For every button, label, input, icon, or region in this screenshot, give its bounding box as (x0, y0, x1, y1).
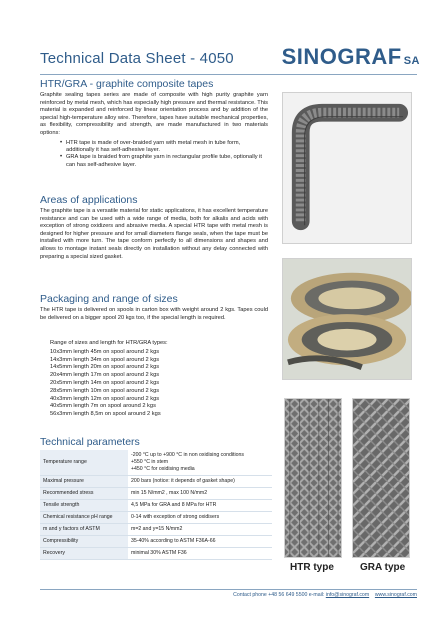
table-row (40, 548, 272, 560)
footer-contact-text: Contact phone +48 56 649 5500 e-mail: (233, 592, 325, 598)
table-row (40, 476, 272, 488)
section-body-applications: The graphite tape is a versatile material for static applications, it has excellent temperature resistance and can be used with a wide range of media, both for alkalis and acids with exception of strong oxidizers and abrasive media. A special HTR tape with metal mesh is designed for higher pressure and for small diameters flange seals, when the tape must be installed with more turn. The tape conform perfectly to all dimensions and shapes and allows to montage instant seals directly on installation without any delay connected with preparing a special sized gasket. (40, 208, 268, 260)
param-label: m and y factors of ASTM (40, 524, 128, 536)
section-heading-packaging: Packaging and range of sizes (40, 293, 178, 305)
section-heading-composite: HTR/GRA - graphite composite tapes (40, 78, 214, 90)
caption-htr: HTR type (290, 562, 334, 573)
list-item: 56x3mm length 8,5m on spool around 2 kgs (50, 411, 161, 418)
section-applications (40, 194, 268, 261)
product-photo-gra (352, 398, 410, 558)
param-label: Chemical resistance pH range (40, 512, 128, 524)
table-row (40, 536, 272, 548)
website-link[interactable]: www.sinograf.com (374, 592, 417, 598)
list-item: 40x3mm length 12m on spool around 2 kgs (50, 395, 160, 402)
param-label: Compressibility (40, 536, 128, 548)
brand-suffix: SA (403, 55, 420, 67)
param-value: 200 bars (notice: it depends of gasket shape) (128, 476, 272, 488)
param-value-line: +450 °C for oxidising media (131, 466, 195, 472)
product-photo-bent-tape (282, 92, 412, 244)
table-row (40, 450, 272, 476)
list-item: 28x5mm length 10m on spool around 2 kgs (50, 387, 160, 394)
param-value-line: +550 °C in stem (131, 459, 169, 465)
param-value: m=2 and y=15 N/mm2 (128, 524, 272, 536)
header (40, 44, 420, 72)
product-photo-htr (284, 398, 342, 558)
param-label: Tensile strength (40, 500, 128, 512)
tape-type-list (60, 140, 268, 170)
table-row (40, 488, 272, 500)
param-value: 35-40% according to ASTM F36A-66 (128, 536, 272, 548)
technical-parameters-table (40, 450, 272, 560)
section-packaging (40, 293, 268, 322)
table-row (40, 500, 272, 512)
list-item: 20x4mm length 17m on spool around 2 kgs (50, 372, 160, 379)
section-body-composite: Graphite sealing tapes series are made of composite with high purity graphite yarn reinforced by metal mesh, which has especially high pressure and thermal resistance. This material is expanded and reinforced by linear orientation process and by addition of the special high-temperature alloy wire. Therefore, tapes have suitable mechanical properties, as flexibility, compressibility and strength, are made manufactured in two materials options: (40, 92, 268, 136)
list-item-htr: • HTR tape is made of over-braided yarn with metal mesh in tube form, additionally it has self-adhesive layer. (60, 140, 268, 155)
table-row (40, 512, 272, 524)
size-list (50, 340, 250, 419)
footer-contact (233, 592, 417, 598)
param-value: min 15 N/mm2 , max 100 N/mm2 (128, 488, 272, 500)
param-label: Temperature range (40, 450, 128, 476)
param-label: Recommended stress (40, 488, 128, 500)
param-value: 4,5 MPa for GRA and 8 MPa for HTR (128, 500, 272, 512)
param-value (128, 450, 272, 476)
list-item: 40x5mm length 7m on spool around 2 kgs (50, 403, 156, 410)
section-composite-tapes (40, 78, 268, 169)
table-row (40, 524, 272, 536)
section-heading-applications: Areas of applications (40, 194, 138, 206)
param-value-line: -200 °C up to +900 °C in non oxidising conditions (131, 452, 245, 458)
list-item: 14x3mm length 34m on spool around 2 kgs (50, 356, 160, 363)
param-label: Maximal pressure (40, 476, 128, 488)
list-item: 20x5mm length 14m on spool around 2 kgs (50, 379, 160, 386)
footer-divider (40, 589, 417, 590)
email-link[interactable]: info@sinograf.com (325, 592, 370, 598)
section-heading-technical: Technical parameters (40, 436, 140, 448)
list-item: 14x5mm length 20m on spool around 2 kgs (50, 364, 160, 371)
param-label: Recovery (40, 548, 128, 560)
brand-logo (282, 44, 420, 70)
section-body-packaging: The HTR tape is delivered on spools in carton box with weight around 2 kgs. Tapes could be delivered on a bigger spool 20 kgs too, if the special length is required. (40, 307, 268, 321)
list-item: 10x3mm length 45m on spool around 2 kgs (50, 348, 160, 355)
list-item-gra: • GRA tape is braided from graphite yarn in rectangular profile tube, optionally it can has self-adhesive layer. (60, 154, 268, 169)
brand-name: SINOGRAF (281, 44, 402, 69)
param-value: 0-14 with exception of strong oxidisers (128, 512, 272, 524)
header-divider (40, 74, 417, 75)
document-title: Technical Data Sheet - 4050 (40, 50, 234, 67)
product-photo-spools (282, 258, 412, 380)
size-list-intro: Range of sizes and length for HTR/GRA types: (50, 340, 168, 346)
param-value: minimal 30% ASTM F36 (128, 548, 272, 560)
caption-gra: GRA type (360, 562, 406, 573)
